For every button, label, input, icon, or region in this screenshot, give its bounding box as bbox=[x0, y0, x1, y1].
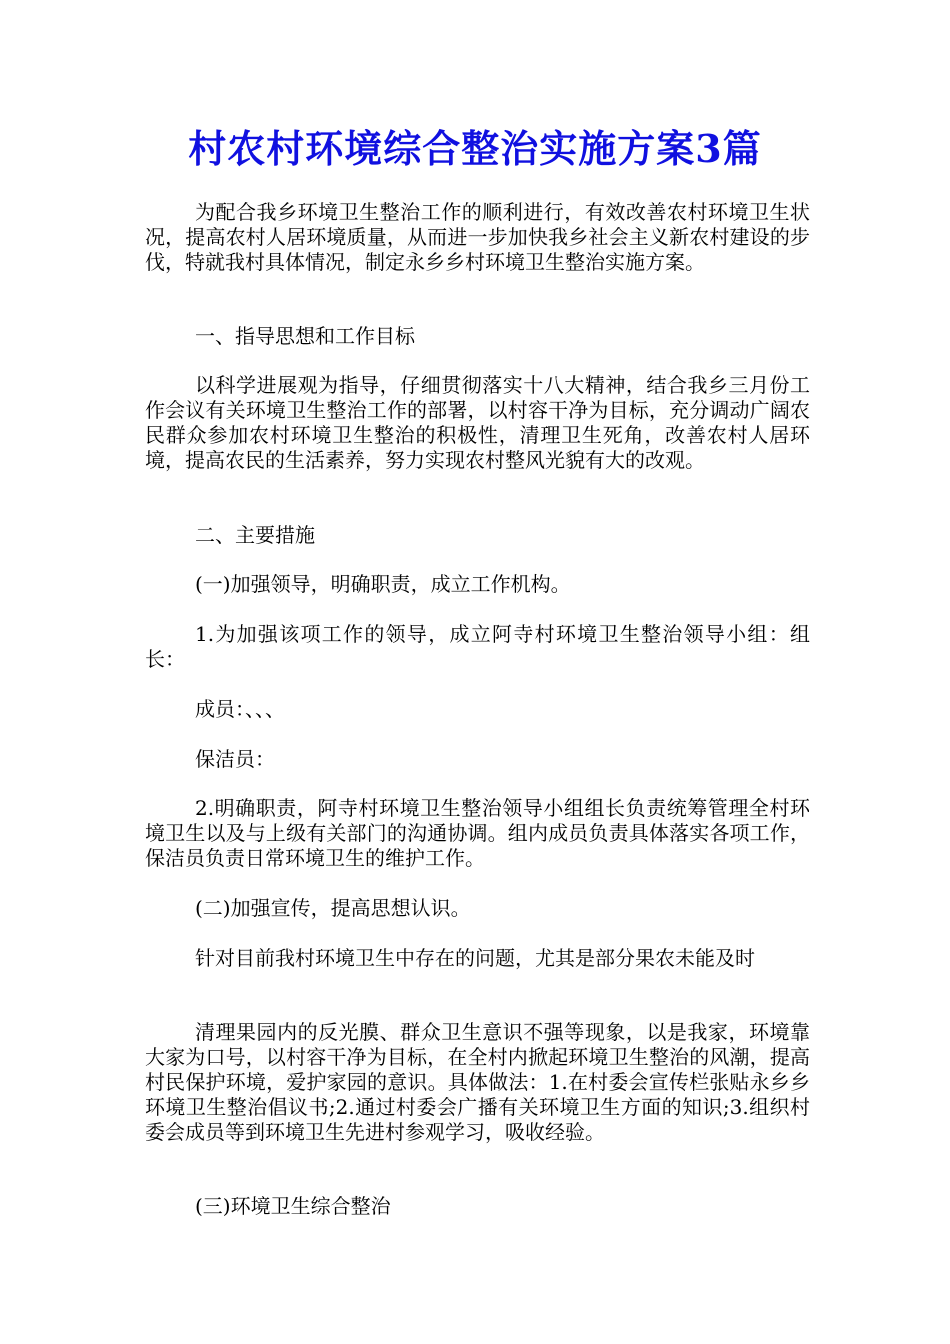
paragraph-cleaners: 保洁员： bbox=[195, 747, 275, 771]
paragraph-leadership-group: 1.为加强该项工作的领导，成立阿寺村环境卫生整治领导小组：组长： bbox=[145, 622, 810, 671]
paragraph-guiding-ideology: 以科学进展观为指导，仔细贯彻落实十八大精神，结合我乡三月份工作会议有关环境卫生整治工作的部署，以村容干净为目标，充分调动广阔农民群众参加农村环境卫生整治的积极性，清理卫生死角，改善农村人居环境，提高农民的生活素养，努力实现农村整风光貌有大的改观。 bbox=[145, 373, 810, 472]
heading-guiding-ideology: 一、指导思想和工作目标 bbox=[195, 324, 415, 348]
subheading-strengthen-leadership: (一)加强领导，明确职责，成立工作机构。 bbox=[195, 572, 571, 596]
subheading-comprehensive-rectification: (三)环境卫生综合整治 bbox=[195, 1194, 391, 1218]
paragraph-current-problems: 针对目前我村环境卫生中存在的问题，尤其是部分果农未能及时 bbox=[195, 946, 755, 970]
subheading-strengthen-publicity: (二)加强宣传，提高思想认识。 bbox=[195, 896, 471, 920]
paragraph-intro: 为配合我乡环境卫生整治工作的顺利进行，有效改善农村环境卫生状况，提高农村人居环境质量，从而进一步加快我乡社会主义新农村建设的步伐，特就我村具体情况，制定永乡乡村环境卫生整治实施方案。 bbox=[145, 200, 810, 274]
paragraph-responsibilities: 2.明确职责，阿寺村环境卫生整治领导小组组长负责统筹管理全村环境卫生以及与上级有关部门的沟通协调。组内成员负责具体落实各项工作，保洁员负责日常环境卫生的维护工作。 bbox=[145, 796, 810, 870]
paragraph-members: 成员：、、、 bbox=[195, 697, 285, 721]
paragraph-publicity-methods: 清理果园内的反光膜、群众卫生意识不强等现象，以是我家，环境靠大家为口号，以村容干净为目标，在全村内掀起环境卫生整治的风潮，提高村民保护环境，爱护家园的意识。具体做法：1.在村委会宣传栏张贴永乡乡环境卫生整治倡议书;2.通过村委会广播有关环境卫生方面的知识;3.组织村委会成员等到环境卫生先进村参观学习，吸收经验。 bbox=[145, 1020, 810, 1144]
heading-main-measures: 二、主要措施 bbox=[195, 523, 315, 547]
document-title: 村农村环境综合整治实施方案3篇 bbox=[188, 126, 762, 171]
